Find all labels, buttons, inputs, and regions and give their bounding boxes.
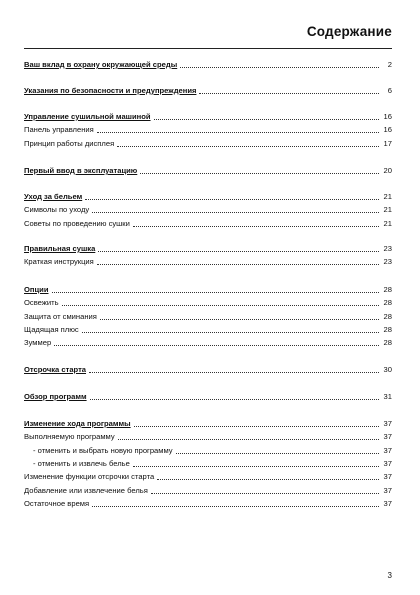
toc-page-number: 37	[383, 458, 392, 468]
toc-label: Защита от сминания	[24, 311, 97, 321]
toc-page-number: 21	[383, 218, 392, 228]
toc-heading[interactable]	[24, 363, 392, 374]
toc-heading[interactable]	[24, 58, 392, 69]
toc-label: Изменение хода программы	[24, 419, 131, 428]
toc-label: Советы по проведению сушки	[24, 218, 130, 228]
toc-page-number: 2	[387, 60, 392, 69]
toc-label: Добавление или извлечение белья	[24, 485, 148, 495]
toc-page-number: 23	[383, 244, 392, 253]
dot-leader	[100, 318, 379, 320]
toc-page-number: 37	[383, 472, 392, 482]
toc-entry[interactable]	[24, 484, 392, 495]
toc-page-number: 21	[383, 192, 392, 201]
toc-label: Указания по безопасности и предупреждения	[24, 86, 197, 95]
toc-page-number: 37	[383, 445, 392, 455]
toc-label: Ваш вклад в охрану окружающей среды	[24, 60, 178, 69]
toc-entry[interactable]	[24, 323, 392, 334]
dot-leader	[176, 452, 379, 454]
dot-leader	[154, 118, 379, 120]
toc-page-number: 31	[383, 392, 392, 401]
toc-entry[interactable]	[24, 296, 392, 307]
dot-leader	[52, 291, 380, 293]
toc-label: Принцип работы дисплея	[24, 138, 115, 148]
page-title: Содержание	[306, 24, 392, 39]
dot-leader	[157, 478, 379, 480]
toc-label: Панель управления	[24, 125, 94, 135]
toc-entry[interactable]	[24, 497, 392, 508]
dot-leader	[82, 331, 379, 333]
toc-label: Освежить	[24, 298, 59, 308]
dot-leader	[62, 304, 379, 306]
toc-label: Краткая инструкция	[24, 257, 94, 267]
toc-entry[interactable]	[24, 217, 392, 228]
toc-heading[interactable]	[24, 84, 392, 95]
toc-page-number: 30	[383, 365, 392, 374]
toc-page-number: 16	[383, 112, 392, 121]
toc-entry[interactable]	[24, 444, 392, 455]
dot-leader	[92, 505, 379, 507]
toc-label: Опции	[24, 285, 49, 294]
dot-leader	[98, 250, 379, 252]
dot-leader	[134, 425, 379, 427]
toc-page-number: 28	[383, 285, 392, 294]
dot-leader	[85, 198, 379, 200]
toc-label: Выполняемую программу	[24, 432, 115, 442]
toc-heading[interactable]	[24, 164, 392, 175]
toc-entry[interactable]	[24, 310, 392, 321]
toc-heading[interactable]	[24, 110, 392, 121]
toc-page-number: 37	[383, 498, 392, 508]
toc-label: Управление сушильной машиной	[24, 112, 151, 121]
dot-leader	[97, 263, 379, 265]
dot-leader	[117, 145, 379, 147]
toc-entry[interactable]	[24, 457, 392, 468]
toc-page-number: 28	[383, 298, 392, 308]
toc-label: Символы по уходу	[24, 205, 90, 215]
dot-leader	[151, 492, 379, 494]
toc-label: Уход за бельем	[24, 192, 83, 201]
toc-page-number: 21	[383, 205, 392, 215]
toc-page-number: 28	[383, 338, 392, 348]
toc-label: - отменить и извлечь белье	[33, 458, 130, 468]
toc-page-number: 16	[383, 125, 392, 135]
toc-heading[interactable]	[24, 190, 392, 201]
toc-page-number: 37	[383, 432, 392, 442]
dot-leader	[97, 131, 379, 133]
toc-label: Обзор программ	[24, 392, 87, 401]
toc-heading[interactable]	[24, 390, 392, 401]
toc-entry[interactable]	[24, 336, 392, 347]
toc-heading[interactable]	[24, 242, 392, 253]
dot-leader	[118, 438, 379, 440]
dot-leader	[133, 225, 379, 227]
page-header	[24, 22, 392, 49]
dot-leader	[133, 465, 379, 467]
toc-entry[interactable]	[24, 470, 392, 481]
toc-entry[interactable]	[24, 430, 392, 441]
toc-page-number: 37	[383, 419, 392, 428]
toc-page-number: 20	[383, 166, 392, 175]
toc-label: Первый ввод в эксплуатацию	[24, 166, 138, 175]
toc-page-number: 28	[383, 311, 392, 321]
dot-leader	[89, 371, 379, 373]
dot-leader	[199, 92, 379, 94]
toc-label: Зуммер	[24, 338, 52, 348]
toc-entry[interactable]	[24, 123, 392, 134]
toc-page-number: 37	[383, 485, 392, 495]
toc-heading[interactable]	[24, 417, 392, 428]
dot-leader	[54, 344, 379, 346]
dot-leader	[180, 66, 379, 68]
toc-page-number: 17	[383, 138, 392, 148]
toc-label: Остаточное время	[24, 498, 90, 508]
toc-label: Отсрочка старта	[24, 365, 87, 374]
toc-page-number: 6	[387, 86, 392, 95]
toc-label: Правильная сушка	[24, 244, 96, 253]
page-number: 3	[387, 571, 392, 580]
toc-entry[interactable]	[24, 255, 392, 266]
toc-label: Щадящая плюс	[24, 324, 79, 334]
dot-leader	[140, 172, 379, 174]
toc-page-number: 23	[383, 257, 392, 267]
dot-leader	[92, 211, 379, 213]
toc-label: Изменение функции отсрочки старта	[24, 472, 155, 482]
toc-entry[interactable]	[24, 203, 392, 214]
toc-page-number: 28	[383, 324, 392, 334]
toc-heading[interactable]	[24, 283, 392, 294]
toc-label: - отменить и выбрать новую программу	[33, 445, 173, 455]
toc-entry[interactable]	[24, 137, 392, 148]
dot-leader	[90, 398, 379, 400]
